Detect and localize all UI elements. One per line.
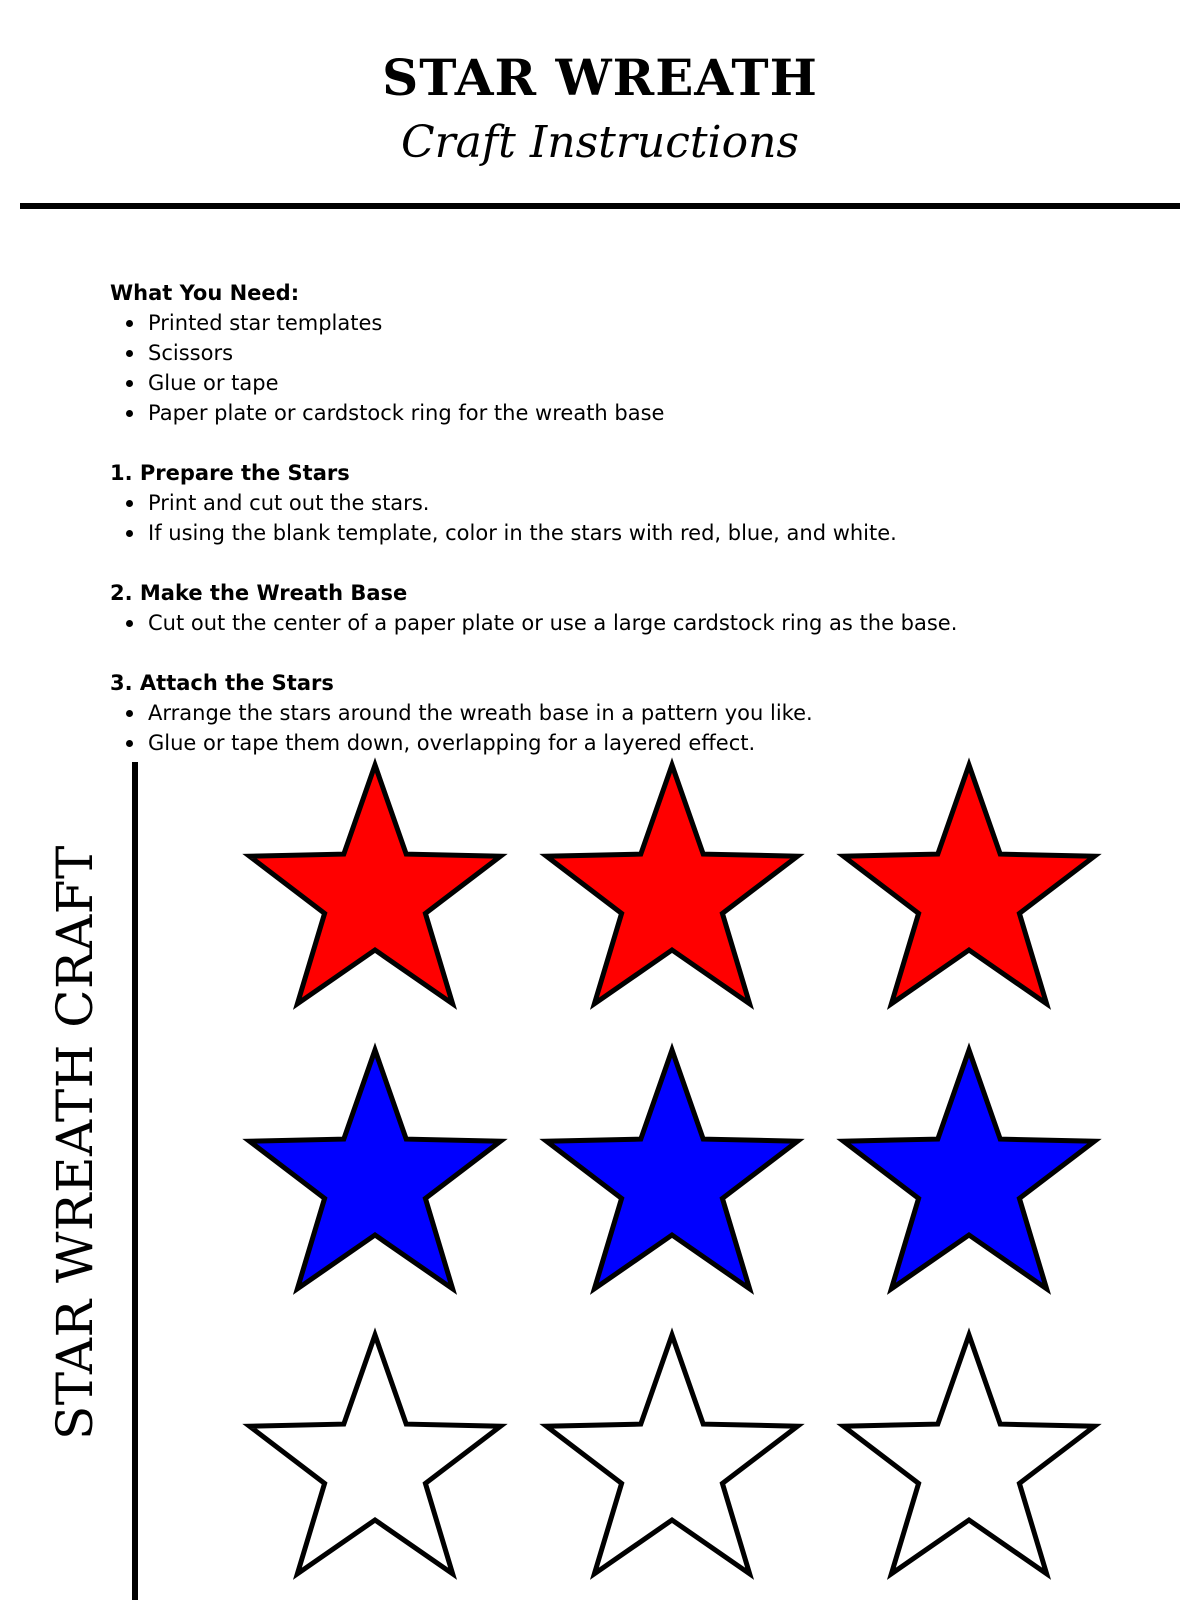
star-icon (250, 765, 501, 1004)
side-label: STAR WREATH CRAFT (46, 845, 104, 1440)
list-item: If using the blank template, color in the stars with red, blue, and white. (110, 518, 1110, 548)
list-item: Printed star templates (110, 308, 1110, 338)
star-icon (250, 1050, 501, 1289)
section-heading-materials: What You Need: (110, 281, 300, 305)
section-heading-prepare: 1. Prepare the Stars (110, 461, 350, 485)
star-icon (547, 765, 798, 1004)
section-heading-attach: 3. Attach the Stars (110, 671, 334, 695)
star-icon (547, 1050, 798, 1289)
list-item: Scissors (110, 338, 1110, 368)
list-item: Cut out the center of a paper plate or use a large cardstock ring as the base. (110, 608, 1110, 638)
list-item: Glue or tape them down, overlapping for a layered effect. (110, 728, 1110, 758)
star-icon (844, 1050, 1095, 1289)
page-subtitle: Craft Instructions (400, 117, 800, 168)
list-item: Arrange the stars around the wreath base in a pattern you like. (110, 698, 1110, 728)
star-icon (844, 1335, 1095, 1574)
section-heading-base: 2. Make the Wreath Base (110, 581, 408, 605)
list-item: Paper plate or cardstock ring for the wreath base (110, 398, 1110, 428)
list-item: Print and cut out the stars. (110, 488, 1110, 518)
star-icon (547, 1335, 798, 1574)
list-item: Glue or tape (110, 368, 1110, 398)
star-icon (844, 765, 1095, 1004)
page-title: STAR WREATH (382, 48, 818, 107)
star-icon (250, 1335, 501, 1574)
